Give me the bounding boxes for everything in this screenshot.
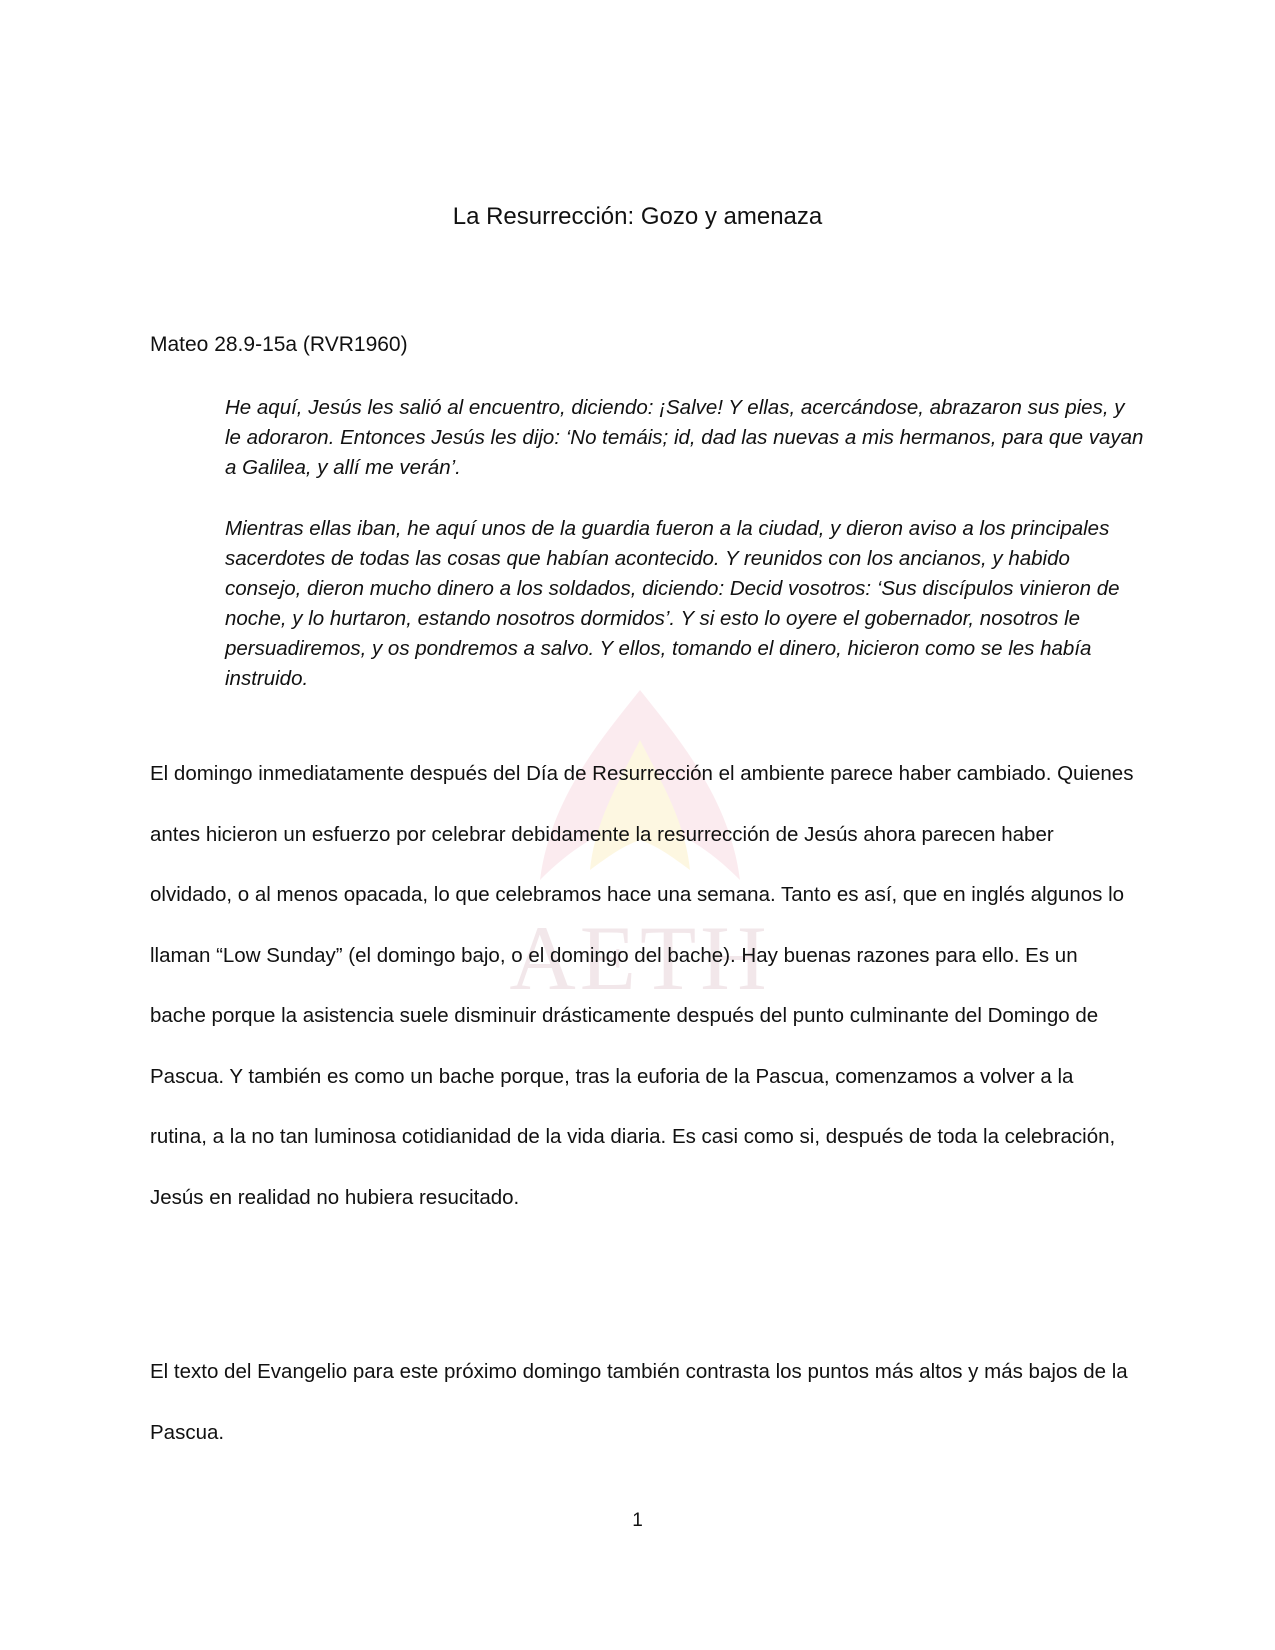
- document-title: La Resurrección: Gozo y amenaza: [452, 203, 823, 230]
- scripture-quote-paragraph: Mientras ellas iban, he aquí unos de la guardia fueron a la ciudad, y dieron aviso a los principales sacerdotes de todas las cosas que habían acontecido. Y reunidos con los ancianos, y habido consejo, dieron mucho dinero a los soldados, diciendo: Decid vosotros: ‘Sus discípulos vinieron de noche, y lo hurtaron, estando nosotros dormidos’. Y si esto lo oyere el gobernador, nosotros le persuadiremos, y os pondremos a salvo. Y ellos, tomando el dinero, hicieron como se les había instruido.: [225, 517, 1120, 690]
- scripture-quote-paragraph: He aquí, Jesús les salió al encuentro, diciendo: ¡Salve! Y ellas, acercándose, abrazaron sus pies, y le adoraron. Entonces Jesús les dijo: ‘No temáis; id, dad las nuevas a mis hermanos, para que vayan a Galilea, y allí me verán’.: [225, 396, 1144, 479]
- body-paragraph: El domingo inmediatamente después del Día de Resurrección el ambiente parece haber cambiado. Quienes antes hicieron un esfuerzo por celebrar debidamente la resurrección de Jesús ahora parecen haber olvidado, o al menos opacada, lo que celebramos hace una semana. Tanto es así, que en inglés algunos lo llaman “Low Sunday” (el domingo bajo, o el domingo del bache). Hay buenas razones para ello. Es un bache porque la asistencia suele disminuir drásticamente después del punto culminante del Domingo de Pascua. Y también es como un bache porque, tras la euforia de la Pascua, comenzamos a volver a la rutina, a la no tan luminosa cotidianidad de la vida diaria. Es casi como si, después de toda la celebración, Jesús en realidad no hubiera resucitado.: [150, 762, 1134, 1209]
- body-paragraph: El texto del Evangelio para este próximo domingo también contrasta los puntos más altos y más bajos de la Pascua.: [150, 1360, 1128, 1444]
- scripture-reference: Mateo 28.9-15a (RVR1960): [150, 333, 408, 356]
- page-number: 1: [632, 1510, 643, 1531]
- watermark-text: AETH: [509, 907, 771, 1009]
